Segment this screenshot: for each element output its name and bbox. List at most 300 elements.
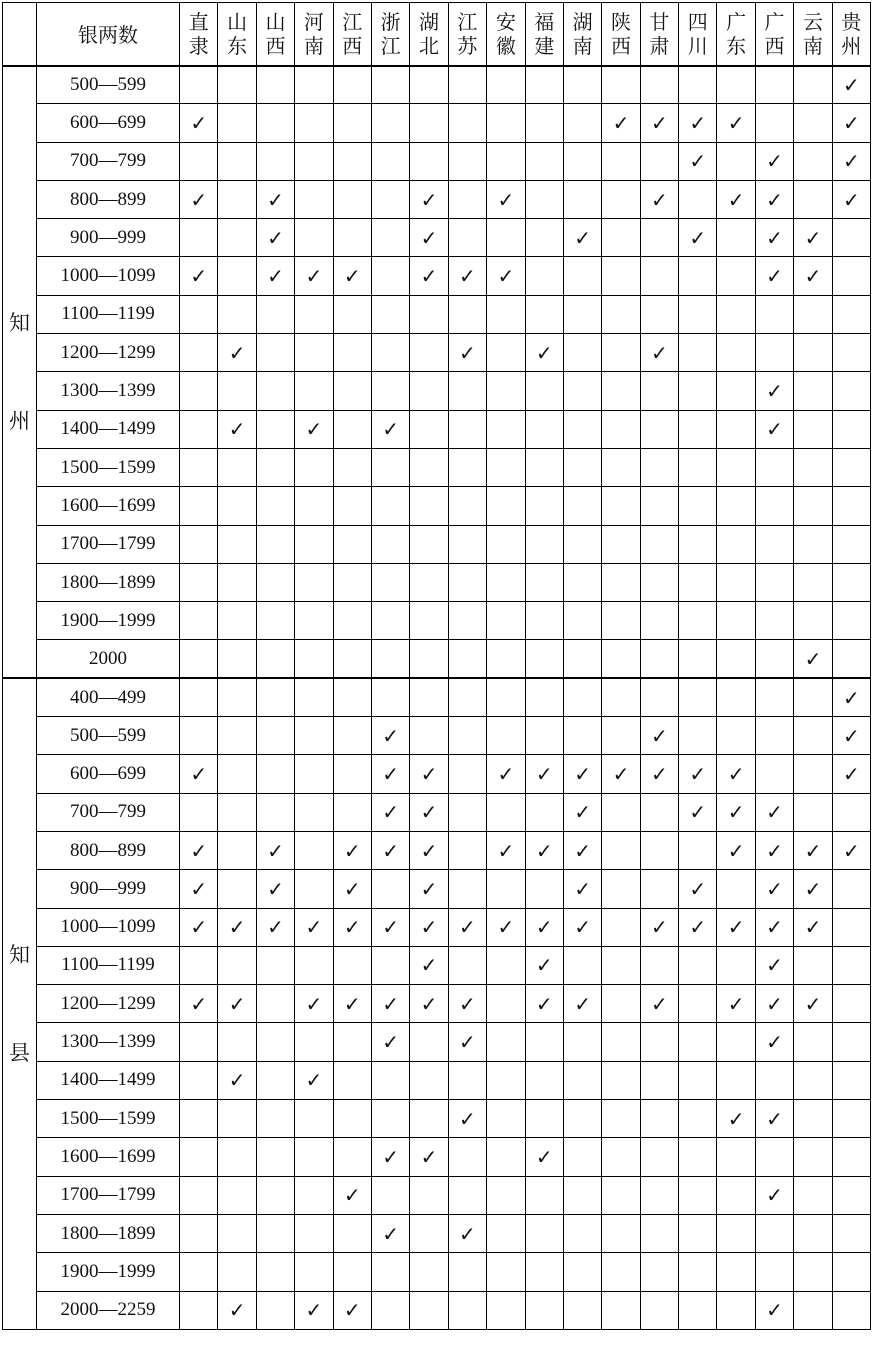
range-cell: 1700—1799 [37, 1176, 180, 1214]
empty-cell [180, 1253, 218, 1291]
empty-cell [256, 755, 294, 793]
range-cell: 700—799 [37, 793, 180, 831]
empty-cell [640, 219, 678, 257]
check-mark-cell: ✓ [410, 180, 448, 218]
empty-cell [794, 1214, 832, 1252]
empty-cell [602, 1138, 640, 1176]
empty-cell [525, 66, 563, 104]
empty-cell [448, 717, 486, 755]
range-cell: 1600—1699 [37, 1138, 180, 1176]
empty-cell [679, 1138, 717, 1176]
check-mark-cell: ✓ [755, 219, 793, 257]
empty-cell [218, 640, 256, 678]
empty-cell [295, 1100, 333, 1138]
empty-cell [602, 985, 640, 1023]
empty-cell [333, 525, 371, 563]
empty-cell [180, 946, 218, 984]
empty-cell [487, 1138, 525, 1176]
empty-cell [218, 602, 256, 640]
category-char: 知 [9, 310, 30, 335]
empty-cell [832, 1176, 870, 1214]
province-header [717, 3, 755, 66]
empty-cell [717, 66, 755, 104]
empty-cell [218, 257, 256, 295]
province-char: 南 [303, 33, 324, 58]
empty-cell [794, 946, 832, 984]
table-row [3, 793, 871, 831]
empty-cell [410, 142, 448, 180]
empty-cell [832, 487, 870, 525]
empty-cell [717, 487, 755, 525]
empty-cell [218, 946, 256, 984]
province-header [794, 3, 832, 66]
table-row [3, 410, 871, 448]
empty-cell [218, 793, 256, 831]
corner-cell [3, 3, 37, 66]
empty-cell [487, 793, 525, 831]
table-row [3, 180, 871, 218]
empty-cell [794, 295, 832, 333]
empty-cell [295, 563, 333, 601]
empty-cell [295, 295, 333, 333]
table-row [3, 563, 871, 601]
table-body [3, 66, 871, 1330]
check-mark-cell: ✓ [794, 985, 832, 1023]
check-mark-cell: ✓ [755, 1100, 793, 1138]
empty-cell [448, 1253, 486, 1291]
empty-cell [256, 678, 294, 716]
empty-cell [218, 1176, 256, 1214]
empty-cell [333, 793, 371, 831]
province-char: 直 [188, 9, 209, 34]
empty-cell [487, 410, 525, 448]
empty-cell [256, 295, 294, 333]
empty-cell [640, 1023, 678, 1061]
empty-cell [448, 180, 486, 218]
empty-cell [410, 1253, 448, 1291]
check-mark-cell: ✓ [218, 1291, 256, 1329]
empty-cell [602, 1214, 640, 1252]
empty-cell [563, 1100, 601, 1138]
empty-cell [410, 563, 448, 601]
empty-cell [295, 946, 333, 984]
empty-cell [487, 870, 525, 908]
check-mark-cell: ✓ [218, 985, 256, 1023]
check-mark-cell: ✓ [487, 831, 525, 869]
table-row [3, 104, 871, 142]
check-mark-cell: ✓ [410, 793, 448, 831]
check-mark-cell: ✓ [256, 831, 294, 869]
empty-cell [295, 1176, 333, 1214]
empty-cell [717, 142, 755, 180]
check-mark-cell: ✓ [256, 219, 294, 257]
empty-cell [448, 640, 486, 678]
check-mark-cell: ✓ [717, 831, 755, 869]
empty-cell [180, 717, 218, 755]
empty-cell [794, 334, 832, 372]
table-row [3, 1061, 871, 1099]
empty-cell [448, 66, 486, 104]
range-cell: 1900—1999 [37, 602, 180, 640]
check-mark-cell: ✓ [180, 755, 218, 793]
empty-cell [487, 1176, 525, 1214]
empty-cell [371, 104, 409, 142]
empty-cell [832, 985, 870, 1023]
empty-cell [525, 870, 563, 908]
check-mark-cell: ✓ [371, 793, 409, 831]
check-mark-cell: ✓ [755, 908, 793, 946]
range-cell: 500—599 [37, 66, 180, 104]
check-mark-cell: ✓ [832, 678, 870, 716]
province-header [295, 3, 333, 66]
empty-cell [333, 104, 371, 142]
empty-cell [717, 1138, 755, 1176]
province-char: 山 [227, 9, 248, 34]
empty-cell [256, 1138, 294, 1176]
empty-cell [755, 717, 793, 755]
province-header [333, 3, 371, 66]
empty-cell [295, 602, 333, 640]
check-mark-cell: ✓ [832, 831, 870, 869]
empty-cell [525, 1061, 563, 1099]
empty-cell [602, 295, 640, 333]
check-mark-cell: ✓ [755, 410, 793, 448]
empty-cell [525, 678, 563, 716]
check-mark-cell: ✓ [679, 219, 717, 257]
empty-cell [525, 295, 563, 333]
empty-cell [371, 1061, 409, 1099]
empty-cell [717, 295, 755, 333]
empty-cell [794, 525, 832, 563]
range-cell: 1200—1299 [37, 985, 180, 1023]
check-mark-cell: ✓ [679, 870, 717, 908]
empty-cell [640, 372, 678, 410]
check-mark-cell: ✓ [371, 717, 409, 755]
check-mark-cell: ✓ [640, 717, 678, 755]
empty-cell [448, 1176, 486, 1214]
empty-cell [371, 1100, 409, 1138]
check-mark-cell: ✓ [794, 219, 832, 257]
empty-cell [371, 372, 409, 410]
empty-cell [832, 525, 870, 563]
check-mark-cell: ✓ [563, 755, 601, 793]
empty-cell [640, 257, 678, 295]
empty-cell [295, 1023, 333, 1061]
empty-cell [487, 372, 525, 410]
empty-cell [640, 563, 678, 601]
empty-cell [180, 1023, 218, 1061]
empty-cell [333, 1023, 371, 1061]
empty-cell [717, 448, 755, 486]
empty-cell [563, 487, 601, 525]
check-mark-cell: ✓ [410, 219, 448, 257]
empty-cell [602, 448, 640, 486]
empty-cell [794, 410, 832, 448]
empty-cell [602, 1253, 640, 1291]
check-mark-cell: ✓ [448, 908, 486, 946]
empty-cell [679, 1214, 717, 1252]
empty-cell [755, 755, 793, 793]
empty-cell [679, 831, 717, 869]
empty-cell [563, 678, 601, 716]
category-char: 州 [9, 408, 30, 433]
empty-cell [563, 946, 601, 984]
check-mark-cell: ✓ [448, 985, 486, 1023]
table-row [3, 870, 871, 908]
empty-cell [218, 1023, 256, 1061]
table-row [3, 1138, 871, 1176]
empty-cell [679, 640, 717, 678]
empty-cell [371, 1176, 409, 1214]
empty-cell [717, 563, 755, 601]
empty-cell [755, 1061, 793, 1099]
empty-cell [679, 602, 717, 640]
empty-cell [487, 1291, 525, 1329]
empty-cell [640, 448, 678, 486]
empty-cell [525, 372, 563, 410]
empty-cell [448, 1138, 486, 1176]
province-char: 隶 [188, 33, 209, 58]
empty-cell [679, 257, 717, 295]
check-mark-cell: ✓ [755, 985, 793, 1023]
empty-cell [794, 563, 832, 601]
empty-cell [371, 334, 409, 372]
empty-cell [563, 525, 601, 563]
check-mark-cell: ✓ [333, 908, 371, 946]
empty-cell [602, 487, 640, 525]
table-row [3, 1253, 871, 1291]
table-row [3, 257, 871, 295]
empty-cell [180, 334, 218, 372]
province-char: 西 [342, 33, 363, 58]
province-char: 浙 [380, 9, 401, 34]
empty-cell [256, 793, 294, 831]
empty-cell [256, 487, 294, 525]
empty-cell [563, 142, 601, 180]
empty-cell [333, 66, 371, 104]
empty-cell [717, 602, 755, 640]
table-row [3, 831, 871, 869]
empty-cell [563, 640, 601, 678]
empty-cell [640, 602, 678, 640]
empty-cell [295, 180, 333, 218]
province-char: 建 [534, 33, 555, 58]
empty-cell [448, 946, 486, 984]
empty-cell [717, 870, 755, 908]
table-row [3, 985, 871, 1023]
empty-cell [295, 1253, 333, 1291]
check-mark-cell: ✓ [640, 104, 678, 142]
province-header [256, 3, 294, 66]
check-mark-cell: ✓ [448, 1023, 486, 1061]
category-gap [3, 337, 36, 407]
range-header: 银两数 [37, 3, 180, 66]
check-mark-cell: ✓ [794, 908, 832, 946]
check-mark-cell: ✓ [563, 793, 601, 831]
empty-cell [640, 295, 678, 333]
check-mark-cell: ✓ [333, 985, 371, 1023]
empty-cell [448, 563, 486, 601]
province-char: 甘 [649, 9, 670, 34]
check-mark-cell: ✓ [371, 755, 409, 793]
check-mark-cell: ✓ [794, 831, 832, 869]
empty-cell [832, 1061, 870, 1099]
check-mark-cell: ✓ [832, 717, 870, 755]
empty-cell [333, 180, 371, 218]
empty-cell [487, 104, 525, 142]
check-mark-cell: ✓ [180, 985, 218, 1023]
check-mark-cell: ✓ [679, 755, 717, 793]
check-mark-cell: ✓ [218, 1061, 256, 1099]
province-header [755, 3, 793, 66]
empty-cell [679, 1100, 717, 1138]
empty-cell [256, 104, 294, 142]
province-char: 州 [841, 33, 862, 58]
province-char: 肃 [649, 33, 670, 58]
province-header [180, 3, 218, 66]
empty-cell [525, 1176, 563, 1214]
empty-cell [487, 219, 525, 257]
empty-cell [832, 410, 870, 448]
empty-cell [525, 525, 563, 563]
province-char: 北 [419, 33, 440, 58]
empty-cell [832, 372, 870, 410]
empty-cell [371, 1291, 409, 1329]
province-char: 广 [764, 9, 785, 34]
empty-cell [371, 946, 409, 984]
empty-cell [295, 219, 333, 257]
empty-cell [218, 104, 256, 142]
empty-cell [448, 793, 486, 831]
check-mark-cell: ✓ [602, 755, 640, 793]
range-cell: 2000 [37, 640, 180, 678]
empty-cell [180, 1214, 218, 1252]
empty-cell [448, 104, 486, 142]
empty-cell [755, 334, 793, 372]
empty-cell [832, 1023, 870, 1061]
range-cell: 1300—1399 [37, 372, 180, 410]
range-cell: 1800—1899 [37, 1214, 180, 1252]
empty-cell [563, 717, 601, 755]
empty-cell [333, 410, 371, 448]
empty-cell [679, 946, 717, 984]
empty-cell [679, 334, 717, 372]
check-mark-cell: ✓ [717, 985, 755, 1023]
empty-cell [333, 1100, 371, 1138]
empty-cell [679, 1291, 717, 1329]
empty-cell [832, 295, 870, 333]
empty-cell [218, 372, 256, 410]
range-cell: 1000—1099 [37, 257, 180, 295]
empty-cell [755, 448, 793, 486]
check-mark-cell: ✓ [487, 755, 525, 793]
empty-cell [487, 563, 525, 601]
table-row [3, 1100, 871, 1138]
table-row [3, 678, 871, 716]
empty-cell [832, 870, 870, 908]
empty-cell [640, 66, 678, 104]
check-mark-cell: ✓ [563, 219, 601, 257]
empty-cell [525, 563, 563, 601]
category-cell [3, 678, 37, 1329]
empty-cell [295, 678, 333, 716]
empty-cell [295, 717, 333, 755]
check-mark-cell: ✓ [525, 1138, 563, 1176]
empty-cell [563, 410, 601, 448]
empty-cell [218, 1253, 256, 1291]
range-cell: 1100—1199 [37, 295, 180, 333]
empty-cell [333, 448, 371, 486]
empty-cell [679, 1253, 717, 1291]
empty-cell [256, 563, 294, 601]
empty-cell [410, 487, 448, 525]
empty-cell [487, 640, 525, 678]
check-mark-cell: ✓ [410, 755, 448, 793]
check-mark-cell: ✓ [717, 755, 755, 793]
empty-cell [218, 755, 256, 793]
empty-cell [563, 104, 601, 142]
province-char: 四 [687, 9, 708, 34]
check-mark-cell: ✓ [218, 908, 256, 946]
empty-cell [180, 640, 218, 678]
empty-cell [602, 66, 640, 104]
range-cell: 500—599 [37, 717, 180, 755]
check-mark-cell: ✓ [640, 180, 678, 218]
empty-cell [410, 525, 448, 563]
empty-cell [832, 602, 870, 640]
empty-cell [333, 334, 371, 372]
check-mark-cell: ✓ [679, 908, 717, 946]
empty-cell [487, 1061, 525, 1099]
province-char: 江 [457, 9, 478, 34]
province-char: 徽 [495, 33, 516, 58]
check-mark-cell: ✓ [256, 180, 294, 218]
empty-cell [295, 142, 333, 180]
empty-cell [256, 1253, 294, 1291]
check-mark-cell: ✓ [640, 908, 678, 946]
empty-cell [755, 602, 793, 640]
check-mark-cell: ✓ [755, 1023, 793, 1061]
empty-cell [448, 1291, 486, 1329]
check-mark-cell: ✓ [755, 372, 793, 410]
empty-cell [295, 1214, 333, 1252]
empty-cell [333, 640, 371, 678]
check-mark-cell: ✓ [180, 831, 218, 869]
check-mark-cell: ✓ [295, 1061, 333, 1099]
empty-cell [563, 1061, 601, 1099]
check-mark-cell: ✓ [371, 1023, 409, 1061]
empty-cell [333, 678, 371, 716]
empty-cell [410, 66, 448, 104]
empty-cell [563, 1023, 601, 1061]
empty-cell [410, 678, 448, 716]
empty-cell [640, 525, 678, 563]
empty-cell [448, 678, 486, 716]
empty-cell [525, 180, 563, 218]
province-char: 东 [726, 33, 747, 58]
empty-cell [295, 334, 333, 372]
empty-cell [218, 219, 256, 257]
empty-cell [832, 1138, 870, 1176]
empty-cell [563, 1138, 601, 1176]
empty-cell [218, 1100, 256, 1138]
empty-cell [640, 1176, 678, 1214]
empty-cell [525, 717, 563, 755]
empty-cell [563, 257, 601, 295]
range-cell: 600—699 [37, 755, 180, 793]
range-cell: 1100—1199 [37, 946, 180, 984]
empty-cell [218, 831, 256, 869]
